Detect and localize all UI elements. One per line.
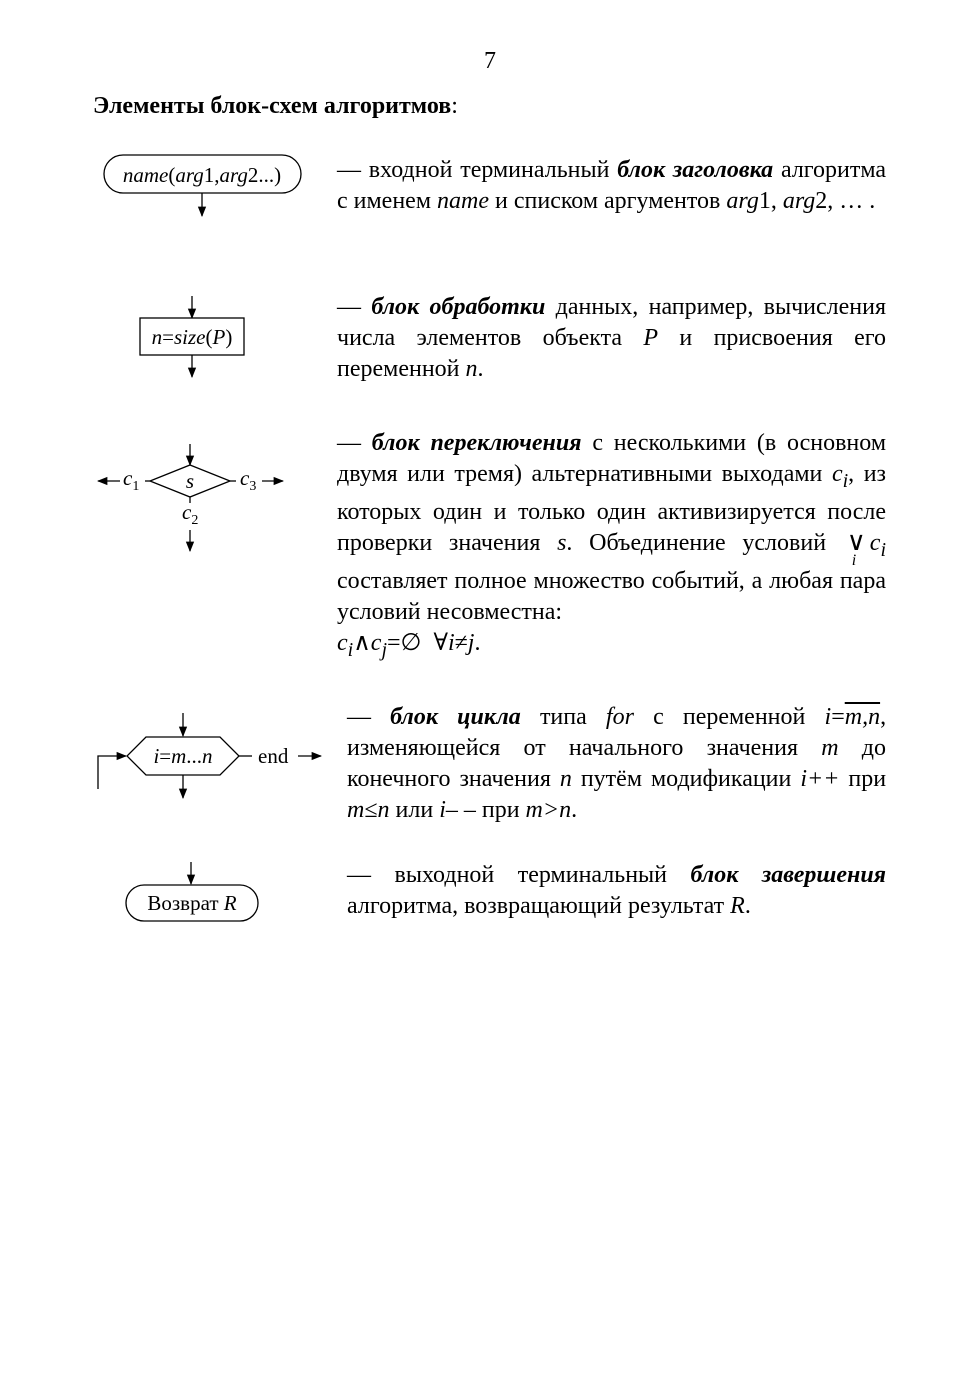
switch-c1-label: $c_1$: [123, 466, 140, 494]
page-number: 7: [484, 48, 496, 74]
heading-colon: :: [451, 93, 458, 119]
loop-label: i=m...n: [153, 744, 213, 768]
switch-c3-label: $c_3$: [240, 466, 257, 494]
header-block-description: — входной терминальный блок заголовка алгоритма с именем name и списком аргументов arg1, arg2, … .: [337, 157, 887, 214]
loop-end-label: end: [258, 744, 289, 768]
return-terminal-block: [126, 862, 258, 921]
process-block-description: — блок обработки данных, например, вычисления числа элементов объекта P и присвоения его переменной n.: [337, 294, 887, 382]
switch-c2-label: $c_2$: [182, 500, 199, 528]
return-block-term: блок завершения: [690, 862, 887, 888]
switch-block-term: блок переключения: [371, 430, 582, 456]
process-label: n=size(P): [151, 325, 233, 349]
loop-block-description: — блок цикла типа for с переменной i=m,n, изменяющейся от начального значения m до конечного значения n путём модификации i++ при m≤n или i– – при m>n.: [347, 704, 887, 823]
process-block-term: блок обработки: [371, 294, 546, 320]
process-block: [140, 296, 244, 377]
loop-block-term: блок цикла: [390, 704, 521, 730]
header-terminal-label: name(arg1,arg2...): [122, 163, 282, 187]
loop-block: [98, 713, 321, 798]
header-terminal-block: [104, 155, 301, 216]
loop-return-arrow: [98, 756, 126, 789]
switch-center-label: s: [185, 469, 195, 493]
switch-formula: $c_i\wedge c_j=\emptyset$ ∀i≠j.: [337, 630, 481, 661]
heading-title: Элементы блок-схем алгоритмов: [93, 93, 452, 119]
switch-block: [98, 444, 283, 551]
return-terminal-label: Возврат R: [147, 891, 237, 915]
switch-block-description: — блок переключения с несколькими (в основном двумя или тремя) альтернативными выходами $c_i$, из которых один и только один активизируется после проверки значения s. Объединение условий ∨ i $c_i$ составляет полное множество событий, а любая пара условий несовместна:: [337, 430, 887, 625]
header-block-term: блок заголовка: [617, 157, 774, 183]
return-block-description: — выходной терминальный блок завершения алгоритма, возвращающий результат R.: [347, 862, 887, 919]
